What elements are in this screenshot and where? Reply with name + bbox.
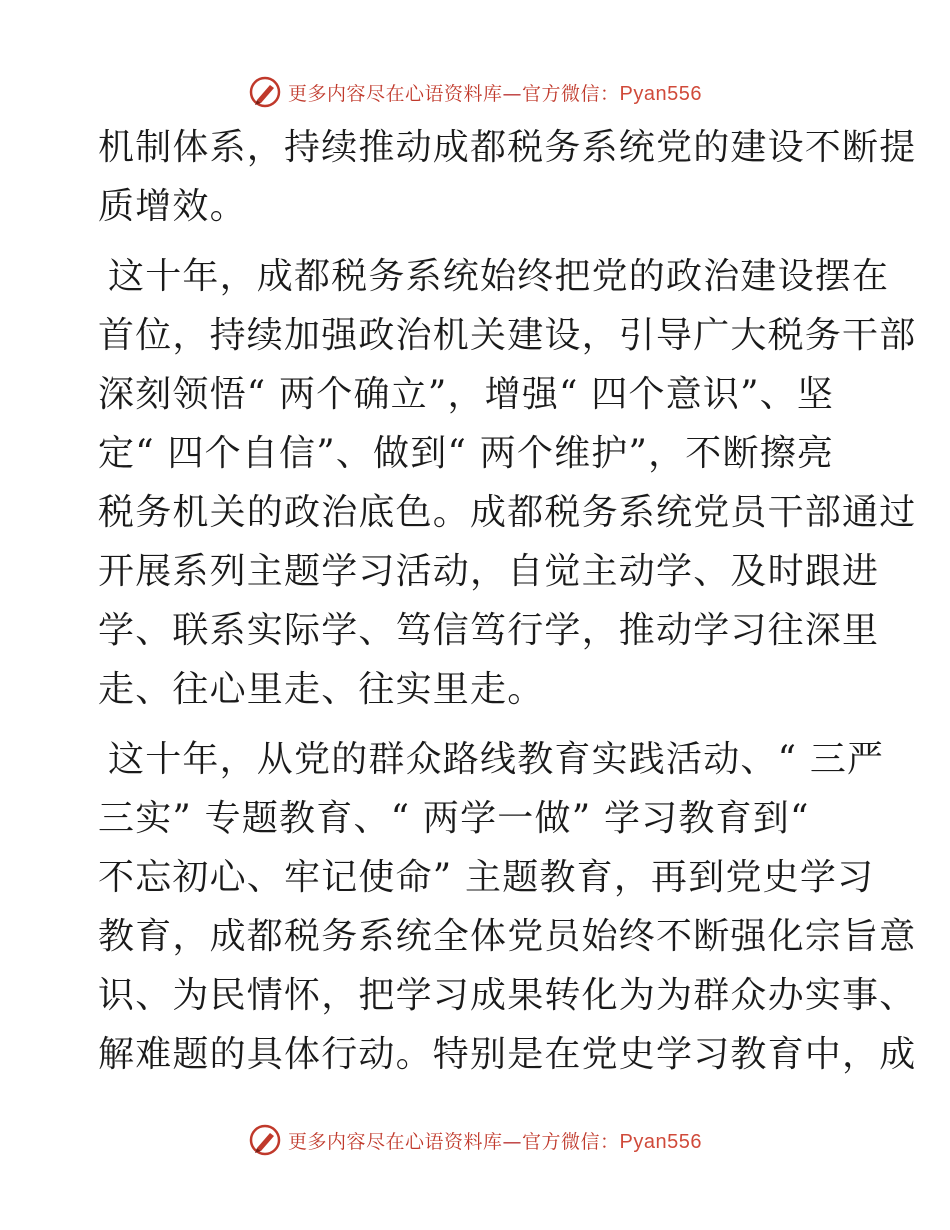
text-line: 这十年，从党的群众路线教育实践活动、“ 三严 — [108, 739, 885, 780]
text-line: 质增效。 — [98, 186, 247, 227]
text-line: 首位，持续加强政治机关建设，引导广大税务干部 — [98, 315, 917, 356]
paragraph — [98, 118, 917, 236]
watermark-text: 更多内容尽在心语资料库—官方微信：Pyan556 — [288, 82, 702, 105]
text-line: 这十年，成都税务系统始终把党的政治建设摆在 — [108, 256, 890, 297]
paragraph — [98, 247, 917, 719]
text-line: 不忘初心、牢记使命” 主题教育，再到党史学习 — [98, 857, 875, 898]
text-line: 解难题的具体行动。特别是在党史学习教育中，成 — [98, 1034, 917, 1075]
text-line: 学、联系实际学、笃信笃行学，推动学习往深里 — [98, 610, 880, 651]
pen-logo-icon — [248, 75, 282, 109]
text-line: 三实” 专题教育、“ 两学一做” 学习教育到“ — [98, 798, 810, 839]
document-body — [98, 118, 917, 1084]
paragraph — [98, 730, 917, 1084]
text-line: 教育，成都税务系统全体党员始终不断强化宗旨意 — [98, 916, 917, 957]
pen-logo-icon — [248, 1123, 282, 1157]
header-watermark — [0, 74, 950, 110]
text-line: 开展系列主题学习活动，自觉主动学、及时跟进 — [98, 551, 880, 592]
text-line: 识、为民情怀，把学习成果转化为为群众办实事、 — [98, 975, 917, 1016]
text-line: 机制体系，持续推动成都税务系统党的建设不断提 — [98, 127, 917, 168]
text-line: 税务机关的政治底色。成都税务系统党员干部通过 — [98, 492, 917, 533]
text-line: 深刻领悟“ 两个确立”，增强“ 四个意识”、坚 — [98, 374, 835, 415]
text-line: 定“ 四个自信”、做到“ 两个维护”，不断擦亮 — [98, 433, 835, 474]
footer-watermark — [0, 1122, 950, 1158]
text-line: 走、往心里走、往实里走。 — [98, 669, 545, 710]
watermark-text: 更多内容尽在心语资料库—官方微信：Pyan556 — [288, 1130, 702, 1153]
